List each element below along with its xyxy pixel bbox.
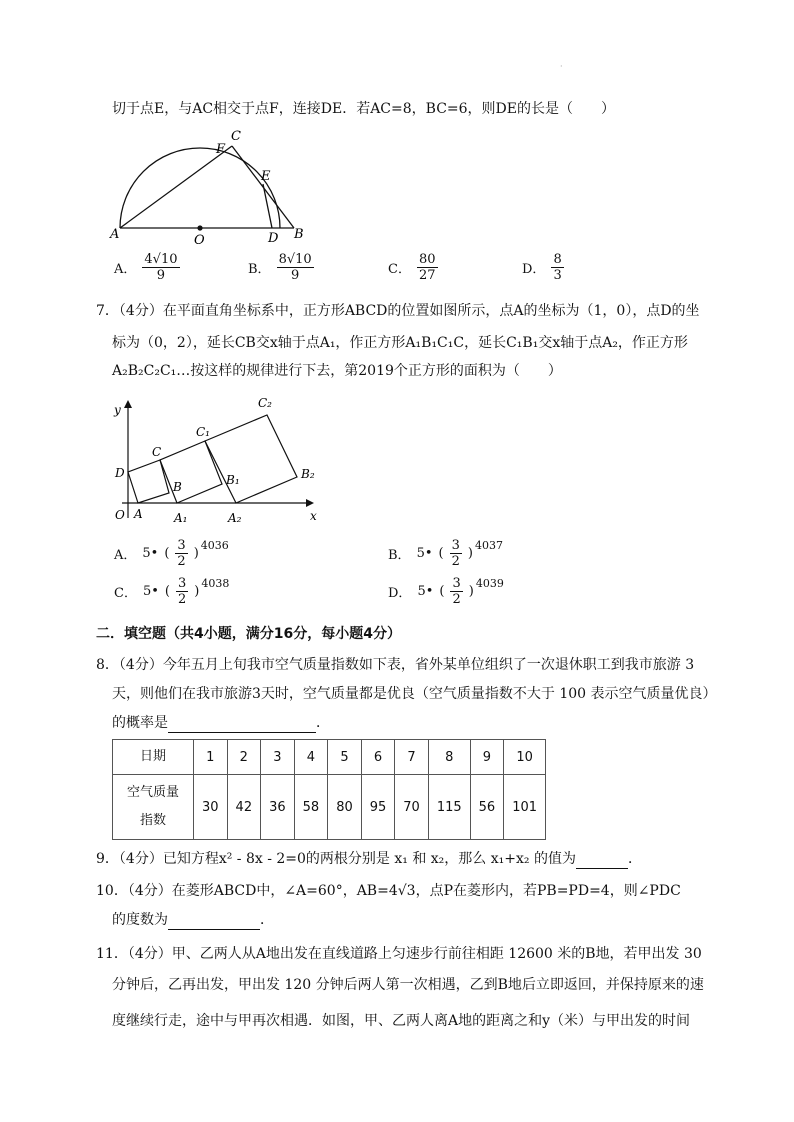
label-e: E (261, 169, 271, 184)
label-f: F (216, 142, 226, 157)
q7-line3: A₂B₂C₂C₁…按这样的规律进行下去，第2019个正方形的面积为（ ） (112, 363, 562, 379)
q6-figure (108, 126, 318, 250)
segment-ac (120, 146, 232, 228)
q8-line2: 天，则他们在我市旅游3天时，空气质量都是优良（空气质量指数不大于 100 表示空气质量优良） (112, 686, 717, 702)
table-row-values (113, 775, 546, 840)
label-c2: C₂ (258, 396, 272, 410)
label-b: B (294, 227, 304, 242)
table-cell: 36 (261, 775, 295, 840)
label-x: x (310, 509, 317, 523)
q7-figure (108, 392, 334, 526)
table-cell: 58 (294, 775, 328, 840)
table-row-label: 空气质量指数 (113, 775, 194, 840)
q11-line3: 度继续行走，途中与甲再次相遇．如图，甲、乙两人离A地的距离之和y（米）与甲出发的时间 (112, 1013, 691, 1029)
q7-option-d[interactable]: D． 5• ( $\frac{3}{2}$ ) $^{4039}$ (388, 576, 504, 607)
q7-option-c[interactable]: C． 5• ( $\frac{3}{2}$ ) $^{4038}$ (114, 576, 230, 607)
q7-option-b[interactable]: B． 5• ( $\frac{3}{2}$ ) $^{4037}$ (388, 538, 503, 569)
q11-line2: 分钟后，乙再出发，甲出发 120 分钟后两人第一次相遇，乙到B地后立即返回，并保持原来的速 (112, 977, 704, 993)
table-cell: 42 (227, 775, 261, 840)
label-d: D (268, 231, 279, 246)
table-cell: 56 (470, 775, 504, 840)
label-a: A (110, 227, 120, 242)
label-b2: B₂ (301, 467, 315, 481)
table-cell: 6 (361, 740, 395, 775)
q10-line1: 10．（4分）在菱形ABCD中，∠A=60°，AB=4√3，点P在菱形内，若PB=PD=4，则∠PDC (96, 883, 681, 899)
table-cell: 2 (227, 740, 261, 775)
square-a2b2c2c1 (205, 415, 297, 503)
label-a1: A₁ (174, 511, 188, 525)
label-a: A (134, 507, 143, 521)
label-o: O (194, 233, 205, 248)
table-cell: 10 (504, 740, 546, 775)
table-cell: 30 (194, 775, 228, 840)
semicircle (120, 148, 280, 228)
q6-option-c[interactable]: C． $\frac{80}{27}$ (388, 252, 436, 283)
label-d: D (115, 466, 125, 480)
table-row-dates (113, 740, 546, 775)
label-a2: A₂ (228, 511, 242, 525)
table-cell: 1 (194, 740, 228, 775)
section-heading: 二．填空题（共4小题，满分16分，每小题4分） (96, 626, 401, 642)
label-c1: C₁ (196, 425, 210, 439)
q6-option-d[interactable]: D． $\frac{8}{3}$ (522, 252, 562, 283)
q6-option-a[interactable]: A． $\frac{4√10}{9}$ (114, 252, 178, 283)
table-cell: 5 (328, 740, 362, 775)
q8-line3: 的概率是 ． (112, 715, 330, 731)
table-cell: 9 (470, 740, 504, 775)
q10-answer-blank[interactable] (168, 929, 260, 930)
table-cell: 101 (504, 775, 546, 840)
table-cell: 115 (428, 775, 470, 840)
center-dot (197, 225, 202, 230)
table-cell: 80 (328, 775, 362, 840)
q6-stem: 切于点E，与AC相交于点F，连接DE．若AC=8，BC=6，则DE的长是（ ） (112, 101, 616, 117)
square-a1b1c1c (160, 441, 222, 503)
air-quality-table (112, 739, 546, 840)
y-axis-arrow (124, 400, 132, 408)
q8-line1: 8．（4分）今年五月上旬我市空气质量指数如下表，省外某单位组织了一次退休职工到我市旅游 3 (96, 657, 695, 673)
label-c: C (152, 445, 162, 459)
table-cell: 4 (294, 740, 328, 775)
q9-line: 9．（4分）已知方程x² - 8x - 2=0的两根分别是 x₁ 和 x₂，那么 x₁+x₂ 的值为 ． (96, 851, 642, 867)
label-o: O (115, 508, 125, 522)
table-cell: 70 (395, 775, 429, 840)
q6-option-b[interactable]: B． $\frac{8√10}{9}$ (248, 252, 312, 283)
label-b1: B₁ (226, 473, 240, 487)
corner-mark: · (560, 62, 563, 71)
table-cell: 95 (361, 775, 395, 840)
q7-option-a[interactable]: A． 5• ( $\frac{3}{2}$ ) $^{4036}$ (114, 538, 229, 569)
x-axis-arrow (306, 499, 314, 507)
table-cell: 7 (395, 740, 429, 775)
q9-answer-blank[interactable] (576, 868, 628, 869)
table-cell: 3 (261, 740, 295, 775)
q11-line1: 11．（4分）甲、乙两人从A地出发在直线道路上匀速步行前往相距 12600 米的B地，若甲出发 30 (96, 946, 702, 962)
label-c: C (231, 129, 241, 144)
label-b: B (173, 480, 182, 494)
q7-line1: 7．（4分）在平面直角坐标系中，正方形ABCD的位置如图所示，点A的坐标为（1，0），点D的坐 (96, 303, 700, 319)
q10-line2: 的度数为 ． (112, 912, 274, 928)
table-cell: 8 (428, 740, 470, 775)
q7-line2: 标为（0，2），延长CB交x轴于点A₁，作正方形A₁B₁C₁C，延长C₁B₁交x轴于点A₂，作正方形 (112, 335, 688, 351)
label-y: y (114, 403, 121, 417)
q8-answer-blank[interactable] (168, 732, 316, 733)
table-header-label: 日期 (113, 740, 194, 775)
